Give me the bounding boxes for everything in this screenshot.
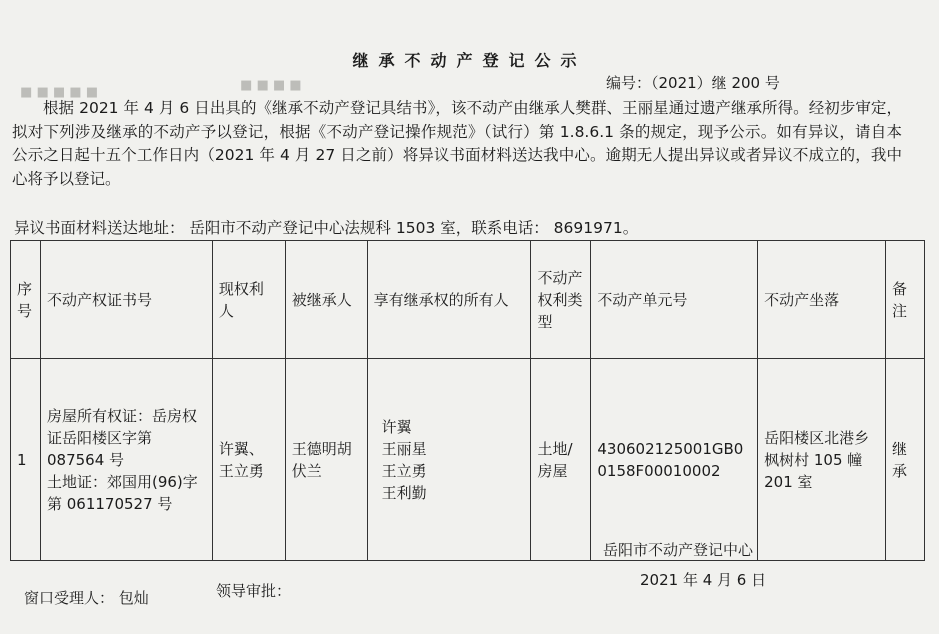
cell-unit-no: 430602125001GB00158F00010002 [591, 359, 758, 561]
bleed-through-mark: ■ ■ ■ ■ [240, 78, 302, 93]
cert-house: 房屋所有权证：岳房权证岳阳楼区字第 087564 号 [46, 406, 197, 469]
header-cert: 不动产权证书号 [40, 241, 212, 359]
heir-name: 许翼 [381, 417, 412, 436]
objection-address: 异议书面材料送达地址： 岳阳市不动产登记中心法规科 1503 室，联系电话： 8691971。 [14, 219, 639, 237]
header-right-type: 不动产权利类型 [531, 241, 591, 359]
cell-holder: 许翼、王立勇 [212, 359, 285, 561]
header-location: 不动产坐落 [758, 241, 886, 359]
cell-heirs [367, 359, 531, 561]
cell-remark: 继承 [885, 359, 924, 561]
cell-location: 岳阳楼区北港乡枫树村 105 幢 201 室 [758, 359, 886, 561]
table-header-row [11, 241, 925, 359]
heir-name: 王立勇 [381, 461, 427, 480]
leader-approval-line: 领导审批： [216, 582, 292, 600]
header-seq: 序号 [11, 241, 41, 359]
bleed-through-mark: ■ ■ ■ ■ ■ [20, 85, 98, 100]
clerk-line: 窗口受理人： 包灿 [24, 589, 149, 607]
header-unit-no: 不动产单元号 [591, 241, 758, 359]
table-row [11, 359, 925, 561]
cell-seq: 1 [11, 359, 41, 561]
property-table [10, 240, 925, 561]
header-holder: 现权利人 [212, 241, 285, 359]
header-heirs: 享有继承权的所有人 [367, 241, 531, 359]
header-remark: 备注 [885, 241, 924, 359]
cell-cert [40, 359, 212, 561]
cell-right-type: 土地/房屋 [531, 359, 591, 561]
heir-name: 王利勤 [381, 483, 427, 502]
notice-title: 继承不动产登记公示 [352, 51, 587, 70]
issuing-organization: 岳阳市不动产登记中心 [603, 541, 754, 559]
notice-body [12, 97, 902, 191]
cell-deceased: 王德明胡伏兰 [285, 359, 367, 561]
heir-name: 王丽星 [381, 439, 427, 458]
issue-date: 2021 年 4 月 6 日 [640, 571, 767, 589]
cert-land: 土地证：郊国用(96)字第 061170527 号 [46, 472, 198, 513]
notice-paragraph: 根据 2021 年 4 月 6 日出具的《继承不动产登记具结书》，该不动产由继承人樊群、王丽星通过遗产继承所得。经初步审定， 拟对下列涉及继承的不动产予以登记，根据《不动产登记操作规范》（试行）第 1.8.6.1 条的规定，现予公示。如有异议，请自本公示之日起十五个工作日内（2021 年 4 月 27 日之前）将异议书面材料送达我中心。逾期无人提出异议或者异议不成立的，我中心将予以登记。 [12, 99, 902, 188]
header-deceased: 被继承人 [285, 241, 367, 359]
document-number: 编号：（2021）继 200 号 [606, 74, 780, 92]
